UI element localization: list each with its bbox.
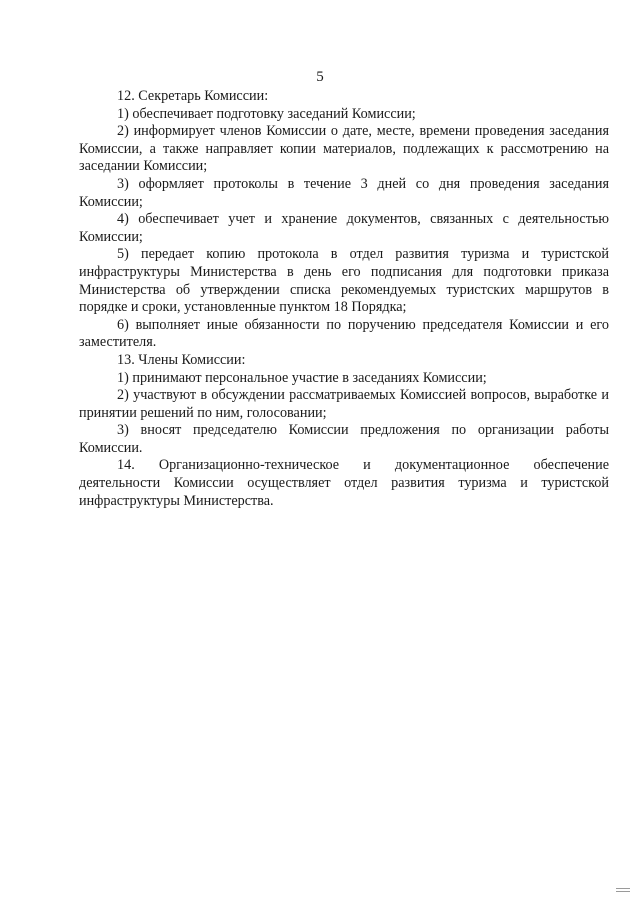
section-13-item-3: 3) вносят председателю Комиссии предложения по организации работы Комиссии. — [79, 422, 609, 456]
section-14-paragraph: 14. Организационно-техническое и документационное обеспечение деятельности Комиссии осуществляет отдел развития туризма и туристской инфраструктуры Министерства. — [79, 457, 609, 509]
page-number: 5 — [316, 69, 324, 85]
scan-corner-mark — [616, 888, 630, 894]
section-12-heading: 12. Секретарь Комиссии: — [117, 88, 269, 104]
section-12-item-1: 1) обеспечивает подготовку заседаний Комиссии; — [117, 105, 416, 122]
section-12-item-6: 6) выполняет иные обязанности по поручению председателя Комиссии и его заместителя. — [79, 316, 609, 351]
section-13-item-1: 1) принимают персональное участие в заседаниях Комиссии; — [117, 369, 487, 386]
section-12-item-2: 2) информирует членов Комиссии о дате, месте, времени проведения заседания Комиссии, а также направляет копии материалов, подлежащих к рассмотрению на заседании Комиссии; — [79, 123, 609, 175]
section-12-item-4: 4) обеспечивает учет и хранение документов, связанных с деятельностью Комиссии; — [79, 211, 609, 245]
document-body — [79, 88, 609, 510]
section-13-item-2: 2) участвуют в обсуждении рассматриваемых Комиссией вопросов, выработке и принятии решений по ним, голосовании; — [79, 387, 609, 421]
section-13-heading: 13. Члены Комиссии: — [117, 351, 246, 368]
section-12-item-5: 5) передает копию протокола в отдел развития туризма и туристской инфраструктуры Министерства в день его подписания для подготовки приказа Министерства об утверждении списка рекомендуемых туристских маршрутов в порядке и сроки, установленные пунктом 18 Порядка; — [79, 246, 609, 316]
section-12-item-3: 3) оформляет протоколы в течение 3 дней со дня проведения заседания Комиссии; — [79, 175, 609, 210]
